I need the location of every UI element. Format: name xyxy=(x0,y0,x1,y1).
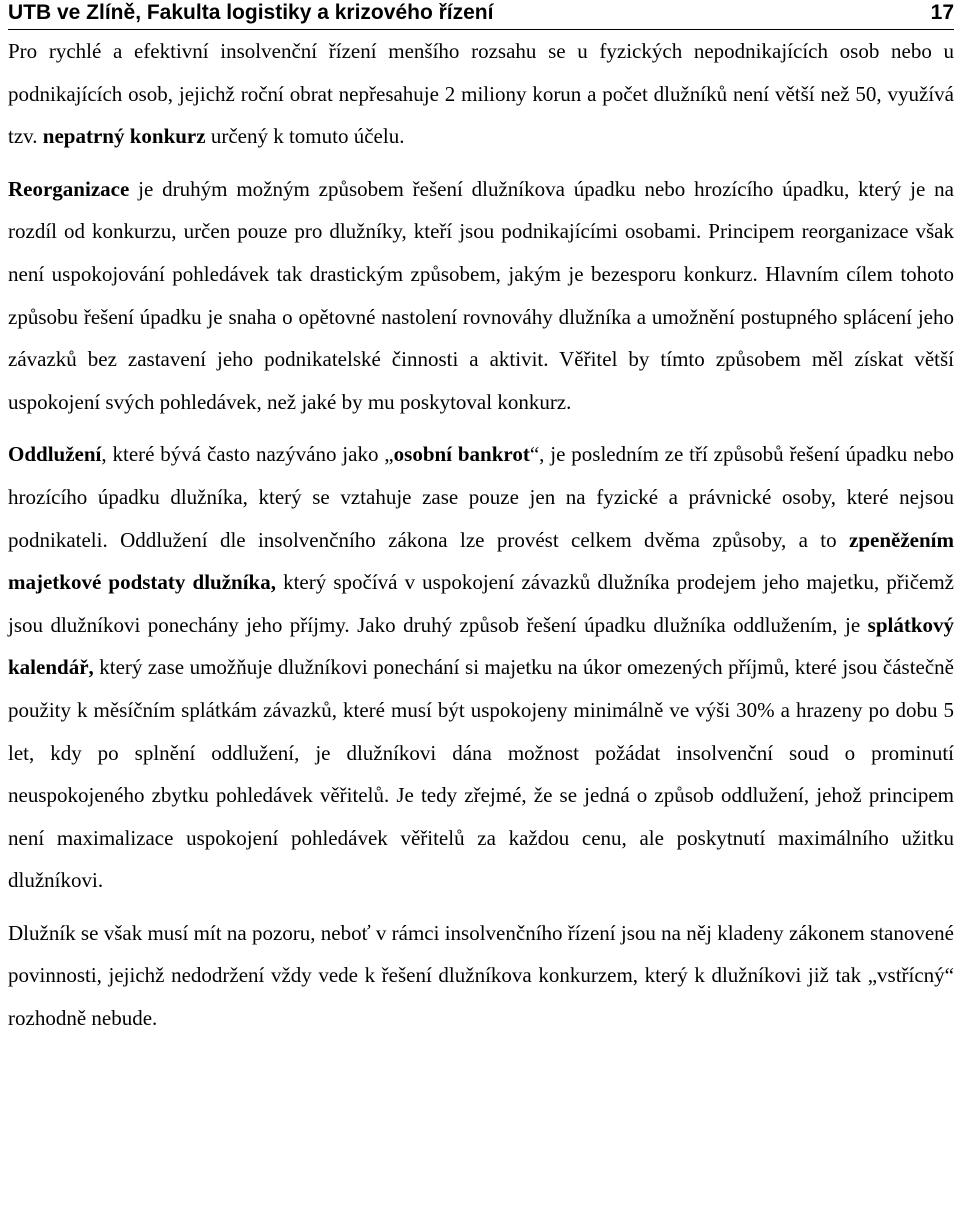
text-segment: který spočívá v uspokojení závazků dlužníka prodejem jeho majetku, přičemž jsou dlužníkovi ponechány jeho příjmy. Jako druhý způsob řešení úpadku dlužníka oddlužením, je xyxy=(8,570,955,637)
page-header xyxy=(8,0,954,30)
bold-term: nepatrný konkurz xyxy=(42,124,206,149)
bold-term: Oddlužení xyxy=(8,442,102,467)
bold-term: zpeněžením majetkové podstaty dlužníka, xyxy=(8,527,954,595)
bold-term: osobní bankrot xyxy=(393,442,530,467)
document-body xyxy=(8,30,954,1040)
bold-term: Reorganizace xyxy=(8,176,130,201)
document-page xyxy=(8,0,954,1040)
text-segment: “, je posledním ze tří způsobů řešení úpadku nebo hrozícího úpadku dlužníka, který se vztahuje zase pouze jen na fyzické a právnické osoby, které nejsou podnikateli. Oddlužení dle insolvenčního zákona lze provést celkem dvěma způsoby, a to xyxy=(8,442,954,552)
text-segment: Dlužník se však musí mít na pozoru, neboť v rámci insolvenčního řízení jsou na něj kladeny zákonem stanovené povinnosti, jejichž nedodržení vždy vede k řešení dlužníkova konkurzem, který k dlužníkovi již tak „vstřícný“ rozhodně nebude. xyxy=(8,920,954,1031)
text-segment: určený k tomuto účelu. xyxy=(205,124,405,149)
header-title: UTB ve Zlíně, Fakulta logistiky a krizového řízení xyxy=(8,1,494,24)
paragraph-nepatrny-konkurz xyxy=(8,30,954,158)
bold-term: splátkový kalendář, xyxy=(8,612,954,680)
paragraph-povinnosti xyxy=(8,912,954,1040)
text-segment: je druhým možným způsobem řešení dlužníkova úpadku nebo hrozícího úpadku, který je na rozdíl od konkurzu, určen pouze pro dlužníky, kteří jsou podnikajícími osobami. Principem reorganizace však není uspokojování pohledávek tak drastickým způsobem, jakým je bezesporu konkurz. Hlavním cílem tohoto způsobu řešení úpadku je snaha o opětovné nastolení rovnováhy dlužníka a umožnění postupného splácení jeho závazků bez zastavení jeho podnikatelské činnosti a aktivit. Věřitel by tímto způsobem měl získat větší uspokojení svých pohledávek, než jaké by mu poskytoval konkurz. xyxy=(8,176,954,414)
paragraph-reorganizace xyxy=(8,168,954,424)
paragraph-oddluzeni xyxy=(8,433,954,902)
text-segment: , které bývá často nazýváno jako „ xyxy=(101,442,394,467)
text-segment: Pro rychlé a efektivní insolvenční řízení menšího rozsahu se u fyzických nepodnikajících osob nebo u podnikajících osob, jejichž roční obrat nepřesahuje 2 miliony korun a počet dlužníků není větší než 50, využívá tzv. xyxy=(8,39,954,149)
text-segment: který zase umožňuje dlužníkovi ponechání si majetku na úkor omezených příjmů, které jsou částečně použity k měsíčním splátkám závazků, které musí být uspokojeny minimálně ve výši 30% a hrazeny po dobu 5 let, kdy po splnění oddlužení, je dlužníkovi dána možnost požádat insolvenční soud o prominutí neuspokojeného zbytku pohledávek věřitelů. Je tedy zřejmé, že se jedná o způsob oddlužení, jehož principem není maximalizace uspokojení pohledávek věřitelů za každou cenu, ale poskytnutí maximálního užitku dlužníkovi. xyxy=(8,655,954,893)
page-number: 17 xyxy=(930,1,954,24)
